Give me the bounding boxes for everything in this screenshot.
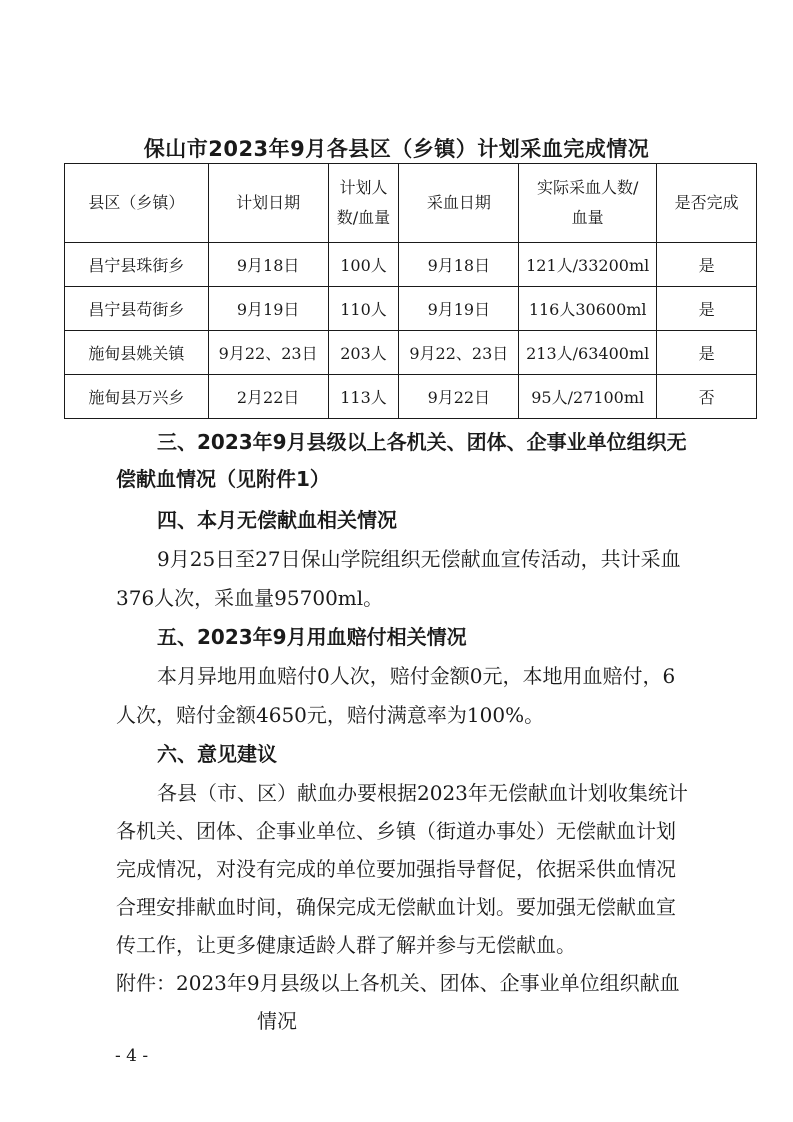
attachment-line: 附件：2023年9月县级以上各机关、团体、企事业单位组织献血 — [116, 971, 680, 995]
cell-completed: 否 — [657, 375, 757, 419]
header-actual: 实际采血人数/ 血量 — [519, 164, 657, 243]
cell-county: 昌宁县苟街乡 — [65, 287, 209, 331]
section-3-heading-cont: 偿献血情况（见附件1） — [116, 467, 330, 491]
table-row — [65, 243, 757, 287]
cell-actual: 116人30600ml — [519, 287, 657, 331]
cell-collect-date: 9月22日 — [399, 375, 519, 419]
section-6-para-line: 传工作，让更多健康适龄人群了解并参与无偿献血。 — [116, 933, 576, 957]
cell-completed: 是 — [657, 331, 757, 375]
cell-completed: 是 — [657, 287, 757, 331]
section-4-para-line: 9月25日至27日保山学院组织无偿献血宣传活动，共计采血 — [157, 547, 681, 571]
cell-actual: 95人/27100ml — [519, 375, 657, 419]
cell-plan-date: 9月18日 — [208, 243, 328, 287]
header-completed: 是否完成 — [657, 164, 757, 243]
header-county: 县区（乡镇） — [65, 164, 209, 243]
cell-completed: 是 — [657, 243, 757, 287]
section-6-para-line: 完成情况，对没有完成的单位要加强指导督促，依据采供血情况 — [116, 857, 676, 881]
section-4-para-line: 376人次，采血量95700ml。 — [116, 586, 384, 610]
cell-plan-date: 9月22、23日 — [208, 331, 328, 375]
table-title: 保山市2023年9月各县区（乡镇）计划采血完成情况 — [143, 137, 650, 161]
section-3-heading: 三、2023年9月县级以上各机关、团体、企事业单位组织无 — [157, 430, 687, 454]
cell-plan-count: 203人 — [328, 331, 399, 375]
cell-plan-date: 9月19日 — [208, 287, 328, 331]
cell-collect-date: 9月22、23日 — [399, 331, 519, 375]
cell-plan-count: 100人 — [328, 243, 399, 287]
table-row — [65, 375, 757, 419]
cell-actual: 121人/33200ml — [519, 243, 657, 287]
header-plan-count: 计划人 数/血量 — [328, 164, 399, 243]
cell-county: 昌宁县珠街乡 — [65, 243, 209, 287]
table-row — [65, 331, 757, 375]
section-6-para-line: 各机关、团体、企事业单位、乡镇（街道办事处）无偿献血计划 — [116, 819, 676, 843]
section-4-heading: 四、本月无偿献血相关情况 — [157, 508, 397, 532]
table-row — [65, 287, 757, 331]
header-collect-date: 采血日期 — [399, 164, 519, 243]
cell-actual: 213人/63400ml — [519, 331, 657, 375]
cell-county: 施甸县姚关镇 — [65, 331, 209, 375]
section-5-para-line: 人次，赔付金额4650元，赔付满意率为100%。 — [116, 703, 545, 727]
cell-collect-date: 9月19日 — [399, 287, 519, 331]
cell-plan-count: 113人 — [328, 375, 399, 419]
section-6-para-line: 各县（市、区）献血办要根据2023年无偿献血计划收集统计 — [157, 781, 688, 805]
cell-plan-count: 110人 — [328, 287, 399, 331]
header-plan-date: 计划日期 — [208, 164, 328, 243]
blood-plan-table — [64, 163, 757, 419]
table-header-row — [65, 164, 757, 243]
cell-county: 施甸县万兴乡 — [65, 375, 209, 419]
section-5-para-line: 本月异地用血赔付0人次，赔付金额0元，本地用血赔付，6 — [157, 664, 676, 688]
section-6-para-line: 合理安排献血时间，确保完成无偿献血计划。要加强无偿献血宣 — [116, 895, 676, 919]
section-5-heading: 五、2023年9月用血赔付相关情况 — [157, 625, 467, 649]
attachment-line-cont: 情况 — [257, 1009, 297, 1033]
section-6-heading: 六、意见建议 — [157, 742, 277, 766]
page-number: - 4 - — [115, 1046, 149, 1066]
cell-plan-date: 2月22日 — [208, 375, 328, 419]
cell-collect-date: 9月18日 — [399, 243, 519, 287]
